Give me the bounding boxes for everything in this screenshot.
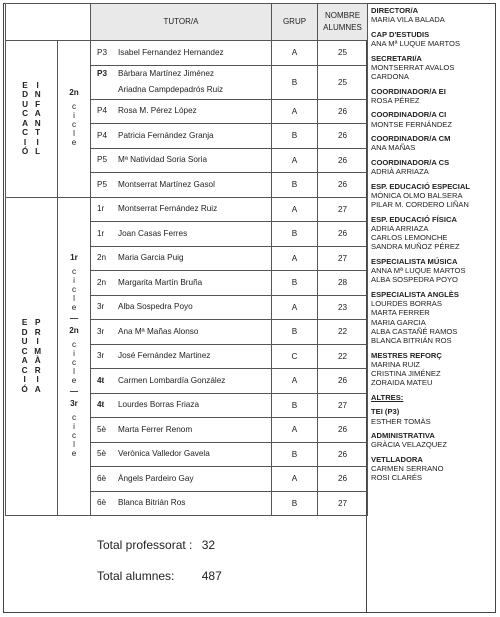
staff-role: ESPECIALISTA ANGLÈS bbox=[371, 289, 459, 299]
level-label: 3r bbox=[97, 351, 105, 361]
total-students-label: Total alumnes: bbox=[97, 569, 175, 583]
count-cell: 26 bbox=[318, 467, 368, 492]
tutor-name: Bàrbara Martínez Jiménez bbox=[118, 69, 215, 78]
staff-name: MARTA FERRER bbox=[371, 308, 430, 318]
count-cell: 25 bbox=[318, 65, 368, 99]
staff-name: PILAR M. CORDERO LIÑAN bbox=[371, 200, 469, 210]
tutor-name: Verònica Valledor Gavela bbox=[118, 449, 210, 459]
staff-role: ESP. EDUCACIÓ FÍSICA bbox=[371, 214, 457, 224]
staff-block bbox=[371, 215, 493, 252]
level-label: 2n bbox=[97, 277, 107, 287]
tutor-name: Ana Mª Mañas Alonso bbox=[118, 326, 199, 336]
staff-block bbox=[371, 54, 493, 82]
level-label: P3 bbox=[97, 69, 108, 78]
level-label: 1r bbox=[97, 204, 105, 214]
staff-name: MARIA GARCIA bbox=[371, 317, 426, 327]
level-label: 6è bbox=[97, 498, 107, 508]
group-cell: B bbox=[272, 491, 318, 516]
group-cell: B bbox=[272, 320, 318, 345]
tutor-cell bbox=[91, 173, 272, 198]
staff-block bbox=[371, 455, 493, 483]
staff-role: COORDINADOR/A EI bbox=[371, 86, 446, 96]
tutor-name: Montserrat Fernández Ruiz bbox=[118, 204, 218, 214]
count-cell: 26 bbox=[318, 369, 368, 394]
header-count: NOMBRE ALUMNES bbox=[318, 4, 368, 41]
staff-name: ANNA Mª LUQUE MARTOS bbox=[371, 266, 466, 276]
count-cell: 26 bbox=[318, 99, 368, 124]
group-cell: A bbox=[272, 467, 318, 492]
level-label: P5 bbox=[97, 155, 108, 165]
count-cell: 26 bbox=[318, 173, 368, 198]
staff-name: ALBA SOSPEDRA POYO bbox=[371, 275, 458, 285]
total-students-value: 487 bbox=[201, 569, 222, 583]
count-cell: 26 bbox=[318, 148, 368, 173]
group-cell: C bbox=[272, 344, 318, 369]
group-cell: A bbox=[272, 41, 318, 66]
staff-block bbox=[371, 158, 493, 176]
tutor-cell bbox=[91, 442, 272, 467]
table-row bbox=[6, 41, 368, 66]
staff-block bbox=[371, 30, 493, 48]
count-cell: 28 bbox=[318, 271, 368, 296]
group-cell: B bbox=[272, 65, 318, 99]
staff-role: CAP D'ESTUDIS bbox=[371, 29, 430, 39]
count-cell: 27 bbox=[318, 491, 368, 516]
staff-role: COORDINADOR/A CM bbox=[371, 134, 451, 144]
tutor-cell bbox=[91, 393, 272, 418]
total-teachers bbox=[97, 538, 215, 552]
tutor-cell bbox=[91, 491, 272, 516]
count-cell: 27 bbox=[318, 393, 368, 418]
staff-name: CARMEN SERRANO bbox=[371, 464, 444, 474]
tutor-cell bbox=[91, 467, 272, 492]
tutor-name: Maria Garcia Puig bbox=[118, 253, 184, 263]
tutor-name: Alba Sospedra Poyo bbox=[118, 302, 193, 312]
staff-block bbox=[371, 290, 493, 345]
cycle-cell: 2n c i c l e bbox=[58, 41, 91, 198]
count-cell: 22 bbox=[318, 344, 368, 369]
total-teachers-value: 32 bbox=[201, 538, 216, 552]
staff-name: ADRIÀ ARRIAZA bbox=[371, 167, 429, 177]
staff-name: MÓNICA OLMO BALSERA bbox=[371, 190, 463, 200]
count-cell: 26 bbox=[318, 442, 368, 467]
staff-name: LOURDES BORRAS bbox=[371, 299, 442, 309]
header-tutor: TUTOR/A bbox=[91, 4, 272, 41]
group-cell: B bbox=[272, 173, 318, 198]
staff-block bbox=[371, 257, 493, 285]
table-row bbox=[6, 197, 368, 222]
staff-name: MONTSERRAT AVALOS bbox=[371, 62, 455, 72]
tutors-table bbox=[5, 3, 368, 516]
staff-role: ALTRES: bbox=[371, 392, 404, 402]
staff-block bbox=[371, 87, 493, 105]
staff-role: COORDINADOR/A CI bbox=[371, 110, 447, 120]
staff-block bbox=[371, 134, 493, 152]
tutor-cell bbox=[91, 344, 272, 369]
staff-name: ADRIA ARRIAZA bbox=[371, 223, 429, 233]
header-group: GRUP bbox=[272, 4, 318, 41]
staff-role: SECRETARI/A bbox=[371, 53, 422, 63]
level-label: 6è bbox=[97, 473, 107, 483]
count-cell: 25 bbox=[318, 41, 368, 66]
staff-name: ANA MAÑAS bbox=[371, 143, 416, 153]
level-label: P5 bbox=[97, 179, 108, 189]
staff-name: ANA Mª LUQUE MARTOS bbox=[371, 39, 461, 48]
level-label: 3r bbox=[97, 326, 105, 336]
staff-name: CRISTINA JIMÉNEZ bbox=[371, 369, 441, 378]
tutor-name: Montserrat Martínez Gasol bbox=[118, 179, 215, 189]
tutor-cell bbox=[91, 222, 272, 247]
tutor-cell bbox=[91, 99, 272, 124]
staff-block bbox=[371, 351, 493, 388]
tutor-name: Lourdes Borras Friaza bbox=[118, 400, 199, 410]
staff-role: ADMINISTRATIVA bbox=[371, 431, 435, 441]
count-cell: 26 bbox=[318, 124, 368, 149]
staff-block bbox=[371, 6, 493, 24]
tutor-name: Ariadna Campdepadrós Ruiz bbox=[118, 85, 224, 94]
staff-name: CARDONA bbox=[371, 72, 409, 81]
level-label: 1r bbox=[97, 228, 105, 238]
tutor-cell bbox=[91, 418, 272, 443]
tutor-name: Margarita Martín Bruña bbox=[118, 277, 203, 287]
count-cell: 26 bbox=[318, 418, 368, 443]
staff-name: CARLOS LEMONCHE bbox=[371, 233, 448, 243]
staff-name: MARIA VILA BALADA bbox=[371, 15, 445, 25]
staff-role: ESPECIALISTA MÚSICA bbox=[371, 256, 458, 266]
level-label: P3 bbox=[97, 47, 108, 57]
staff-name: BLANCA BITRIÁN ROS bbox=[371, 336, 452, 345]
staff-role: DIRECTOR/A bbox=[371, 6, 419, 15]
count-cell: 27 bbox=[318, 246, 368, 271]
tutor-cell bbox=[91, 246, 272, 271]
staff-name: MARINA RUIZ bbox=[371, 359, 420, 369]
tutor-cell bbox=[91, 369, 272, 394]
stage-primaria: E D U C A C I Ó P R I M À R I A bbox=[6, 197, 58, 516]
level-label: P4 bbox=[97, 130, 108, 140]
level-label: 4t bbox=[97, 400, 105, 410]
group-cell: A bbox=[272, 369, 318, 394]
staff-role: ESP. EDUCACIÓ ESPECIAL bbox=[371, 181, 471, 191]
group-cell: A bbox=[272, 148, 318, 173]
group-cell: A bbox=[272, 246, 318, 271]
staff-name: ALBA CASTAÑÉ RAMOS bbox=[371, 326, 458, 336]
staff-role: MESTRES REFORÇ bbox=[371, 350, 442, 360]
group-cell: A bbox=[272, 99, 318, 124]
level-label: 5è bbox=[97, 424, 107, 434]
tutor-name: Marta Ferrer Renom bbox=[118, 424, 193, 434]
group-cell: B bbox=[272, 222, 318, 247]
count-cell: 23 bbox=[318, 295, 368, 320]
tutor-name: Blanca Bitrián Ros bbox=[118, 498, 186, 508]
level-label: 2n bbox=[97, 253, 107, 263]
staff-name: MONTSE FERNÁNDEZ bbox=[371, 119, 453, 129]
tutor-name: Isabel Fernandez Hernandez bbox=[118, 47, 224, 57]
tutor-name: Patricia Fernández Granja bbox=[118, 130, 214, 140]
staff-role: VETLLADORA bbox=[371, 454, 423, 464]
staff-name: GRÀCIA VELAZQUEZ bbox=[371, 440, 447, 450]
tutor-name: Carmen Lombardía González bbox=[118, 375, 226, 385]
group-cell: B bbox=[272, 124, 318, 149]
staff-name: ROSI CLARÉS bbox=[371, 473, 423, 483]
staff-name: ZORAIDA MATEU bbox=[371, 378, 433, 388]
total-students bbox=[97, 569, 222, 583]
total-teachers-label: Total professorat : bbox=[97, 538, 193, 552]
staff-role: COORDINADOR/A CS bbox=[371, 157, 450, 167]
tutor-cell bbox=[91, 197, 272, 222]
group-cell: A bbox=[272, 418, 318, 443]
staff-name: ROSA PÉREZ bbox=[371, 95, 420, 105]
tutor-name: Joan Casas Ferres bbox=[118, 228, 188, 238]
level-label: P4 bbox=[97, 106, 108, 116]
count-cell: 26 bbox=[318, 222, 368, 247]
staff-name: ESTHER TOMÀS bbox=[371, 416, 431, 426]
group-cell: B bbox=[272, 442, 318, 467]
staff-list bbox=[371, 6, 493, 488]
tutor-cell bbox=[91, 320, 272, 345]
tutor-cell bbox=[91, 295, 272, 320]
cycle-cell: 1r c i c l e — 2n c i c l e — 3r c i c l e bbox=[58, 197, 91, 516]
stage-infantil: E D U C A C I Ó I N F A N T I L bbox=[6, 41, 58, 198]
staff-block bbox=[371, 182, 493, 210]
count-cell: 22 bbox=[318, 320, 368, 345]
tutor-cell bbox=[91, 41, 272, 66]
group-cell: B bbox=[272, 271, 318, 296]
level-label: 3r bbox=[97, 302, 105, 312]
staff-role: TEI (P3) bbox=[371, 407, 400, 417]
staff-block bbox=[371, 393, 493, 402]
staff-name: SANDRA MUÑOZ PÉREZ bbox=[371, 242, 460, 252]
tutor-cell bbox=[91, 148, 272, 173]
tutor-cell bbox=[91, 124, 272, 149]
tutor-cell bbox=[91, 271, 272, 296]
staff-block bbox=[371, 407, 493, 425]
tutor-cell bbox=[91, 65, 272, 99]
staff-block bbox=[371, 110, 493, 128]
group-cell: A bbox=[272, 295, 318, 320]
count-cell: 27 bbox=[318, 197, 368, 222]
tutor-name: Mª Natividad Soria Soria bbox=[118, 155, 208, 165]
group-cell: A bbox=[272, 197, 318, 222]
level-label: 4t bbox=[97, 375, 105, 385]
tutor-name: Rosa M. Pérez López bbox=[118, 106, 197, 116]
tutor-name: Àngels Pardeiro Gay bbox=[118, 473, 194, 483]
group-cell: B bbox=[272, 393, 318, 418]
staff-block bbox=[371, 431, 493, 449]
level-label: 5è bbox=[97, 449, 107, 459]
tutor-name: José Fernández Martinez bbox=[118, 351, 211, 361]
header-blank bbox=[6, 4, 91, 41]
